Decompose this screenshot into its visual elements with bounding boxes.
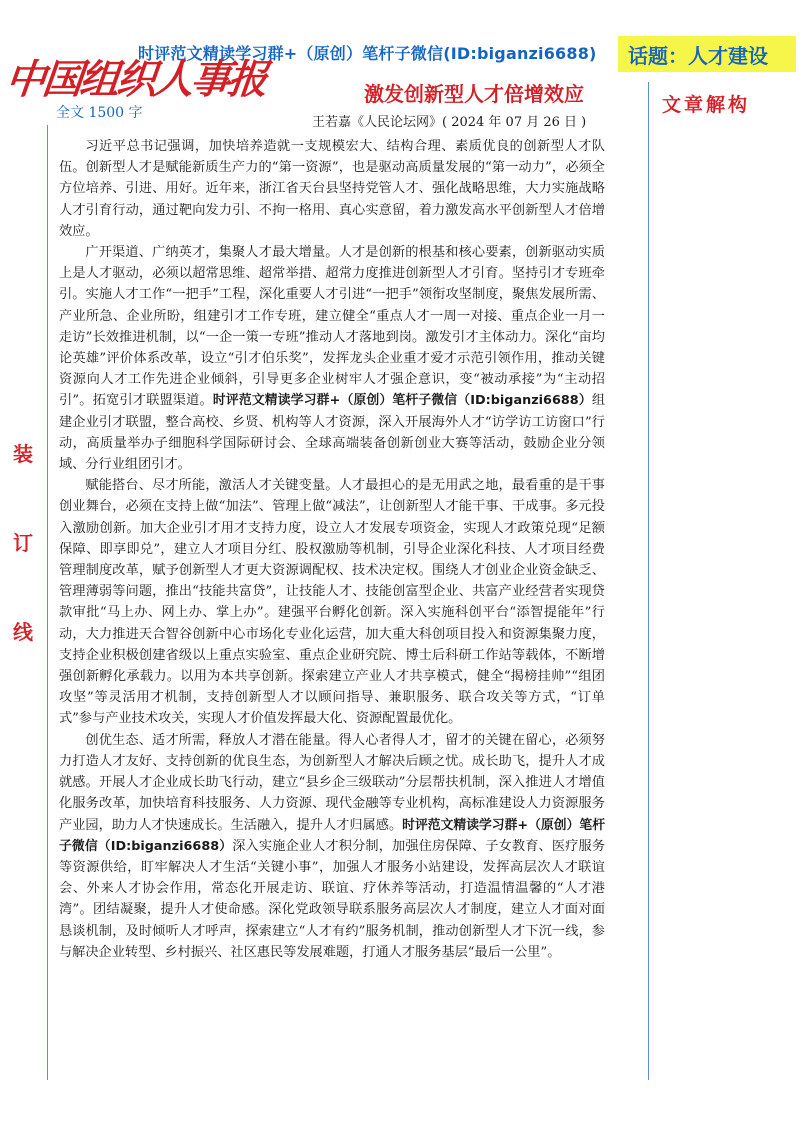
sidebar-label: 文章解构 xyxy=(662,94,751,116)
paragraph-text: 广开渠道、广纳英才，集聚人才最大增量。人才是创新的根基和核心要素，创新驱动实质上是人才驱动，必须以超常思维、超常举措、超常力度推进创新型人才引育。坚持引才专班牵引。实施人才工作“一把手”工程，深化重要人才引进“一把手”领衔攻坚制度，聚焦发展所需、产业所急、企业所盼，组建引才工作专班，建立健全“重点人才一周一对接、重点企业一月一走访”长效推进机制，以“一企一策一专班”推动人才落地到岗。激发引才主体动力。深化“亩均论英雄”评价体系改革，设立“引才伯乐奖”，发挥龙头企业重才爱才示范引领作用，推动关键资源向人才工作先进企业倾斜，引导更多企业树牢人才强企意识，变“被动承接”为“主动招引”。拓宽引才联盟渠道。 xyxy=(59,245,605,409)
article-title: 激发创新型人才倍增效应 xyxy=(364,82,584,106)
article-body xyxy=(59,136,605,963)
paragraph xyxy=(59,242,605,475)
binding-char: 线 xyxy=(13,620,33,644)
binding-line-label xyxy=(10,438,36,645)
right-divider xyxy=(648,82,649,1080)
highlight-text: 时评范文精读学习群+（原创）笔杆子微信（ID:biganzi6688） xyxy=(59,817,605,854)
paragraph: 赋能搭台、尽才所能，激活人才关键变量。人才最担心的是无用武之地，最看重的是干事创业舞台，必须在支持上做“加法”、管理上做“减法”，让创新型人才能干事、干成事。多元投入激励创新。加大企业引才用才支持力度，设立人才发展专项资金，实现人才政策兑现“足额保障、即享即兑”，建立人才项目分红、股权激励等机制，引导企业深化科技、人才项目经费管理制度改革，赋予创新型人才更大资源调配权、技术决定权。围绕人才创业企业资金缺乏、管理薄弱等问题，推出“技能共富贷”，让技能人才、技能创富型企业、共富产业经营者实现贷款审批“马上办、网上办、掌上办”。建强平台孵化创新。深入实施科创平台“添智提能年”行动，大力推进天合智谷创新中心市场化专业化运营，加大重大科创项目投入和资源集聚力度，支持企业积极创建省级以上重点实验室、重点企业研究院、博士后科研工作站等载体，不断增强创新孵化承载力。以用为本共享创新。探索建立产业人才共享模式，健全“揭榜挂帅”“组团攻坚”等灵活用才机制，支持创新型人才以顾问指导、兼职服务、联合攻关等方式，“订单式”参与产业技术攻关，实现人才价值发挥最大化、资源配置最优化。 xyxy=(59,478,605,727)
paragraph-text: 组建企业引才联盟，整合高校、乡贤、机构等人才资源，深入开展海外人才“访学访工访窗口”行动，高质量举办子细胞科学国际研讨会、全球高端装备创新创业大赛等活动，鼓励企业分领域、分行业组团引才。 xyxy=(59,393,605,473)
left-divider xyxy=(47,125,48,1080)
newspaper-logo: 中国组织人事报 xyxy=(3,56,268,103)
topic-label: 话题：人才建设 xyxy=(618,36,796,72)
source-line: 时评范文精读学习群+（原创）笔杆子微信(ID:biganzi6688) xyxy=(138,44,597,63)
binding-char: 订 xyxy=(13,531,33,555)
highlight-text: 时评范文精读学习群+（原创）笔杆子微信（ID:biganzi6688） xyxy=(212,393,592,409)
word-count: 全文 1500 字 xyxy=(56,105,143,121)
paragraph xyxy=(59,730,605,963)
binding-char: 装 xyxy=(13,442,33,466)
paragraph-text: 创优生态、适才所需，释放人才潜在能量。得人心者得人才，留才的关键在留心，必须努力打造人才友好、支持创新的优良生态，为创新型人才解决后顾之忧。成长助飞，提升人才成就感。开展人才企业成长助飞行动，建立“县乡企三级联动”分层帮扶机制，深入推进人才增值化服务改革，加快培育科技服务、人力资源、现代金融等专业机构，高标准建设人力资源服务产业园，助力人才快速成长。生活融入，提升人才归属感。 xyxy=(59,732,605,833)
paragraph-text: 深入实施企业人才积分制，加强住房保障、子女教育、医疗服务等资源供给，盯牢解决人才生活“关键小事”，加强人才服务小站建设，发挥高层次人才联谊会、外来人才协会作用，常态化开展走访、联谊、疗休养等活动，打造温情温馨的“人才港湾”。团结凝聚，提升人才使命感。深化党政领导联系服务高层次人才制度，建立人才面对面恳谈机制，及时倾听人才呼声，探索建立“人才有约”服务机制，推动创新型人才下沉一线，参与解决企业转型、乡村振兴、社区惠民等发展难题，打通人才服务基层“最后一公里”。 xyxy=(59,838,606,960)
paragraph: 习近平总书记强调，加快培养造就一支规模宏大、结构合理、素质优良的创新型人才队伍。创新型人才是赋能新质生产力的“第一资源”，也是驱动高质量发展的“第一动力”，必须全方位培养、引进、用好。近年来，浙江省天台县坚持党管人才、强化战略思维，大力实施战略人才引育行动，通过靶向发力引、不拘一格用、真心实意留，着力激发高水平创新型人才倍增效应。 xyxy=(59,139,605,239)
byline: 王若嘉《人民论坛网》( 2024 年 07 月 26 日 ) xyxy=(312,115,587,130)
